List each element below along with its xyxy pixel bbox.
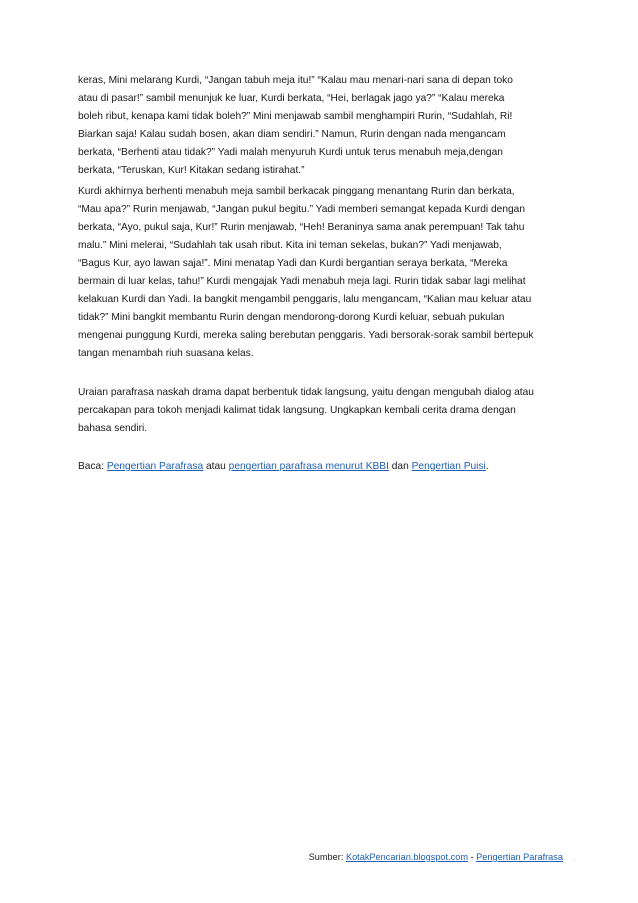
read-also-separator: atau <box>203 460 229 472</box>
text-line: tangan menambah riuh suasana kelas. <box>78 348 254 360</box>
read-also-separator: dan <box>388 460 412 472</box>
text-line: atau di pasar!” sambil menunjuk ke luar, Kurdi berkata, “Hei, berlagak jago ya?” “Kalau mereka <box>78 93 505 105</box>
text-line: Uraian parafrasa naskah drama dapat berbentuk tidak langsung, yaitu dengan mengubah dialog atau <box>78 386 534 398</box>
text-line: keras, Mini melarang Kurdi, “Jangan tabuh meja itu!” “Kalau mau menari-nari sana di depan toko <box>78 75 513 86</box>
text-line: malu.” Mini melerai, “Sudahlah tak usah ribut. Kita ini teman sekelas, bukan?” Yadi menjawab, <box>78 239 502 251</box>
text-line: boleh ribut, kenapa kami tidak boleh?” Mini menjawab sambil menghampiri Rurin, “Sudahlah, Ri! <box>78 111 513 123</box>
text-line: “Bagus Kur, ayo lawan saja!”. Mini menatap Yadi dan Kurdi bergantian seraya berkata, “Mereka <box>78 257 508 269</box>
page-footer-source <box>309 851 563 863</box>
text-line: berkata, “Berhenti atau tidak?” Yadi malah menyuruh Kurdi untuk terus menabuh meja,dengan <box>78 147 503 159</box>
document-body <box>78 72 566 476</box>
text-line: “Mau apa?” Rurin menjawab, “Jangan pukul begitu.” Yadi memberi semangat kepada Kurdi dengan <box>78 203 526 215</box>
paragraph-dialogue-2 <box>78 183 566 364</box>
read-also-line <box>78 458 566 476</box>
text-line: kelakuan Kurdi dan Yadi. Ia bangkit mengambil penggaris, lalu mengancam, “Kalian mau keluar atau <box>78 294 532 306</box>
text-line: percakapan para tokoh menjadi kalimat tidak langsung. Ungkapkan kembali cerita drama dengan <box>78 404 516 416</box>
footer-source-link[interactable]: KotakPencarian.blogspot.com <box>345 852 468 862</box>
text-line: berkata, “Ayo, pukul saja, Kur!” Rurin menjawab, “Heh! Beraninya sama anak perempuan! Tak tahu <box>78 221 525 233</box>
text-line: Kurdi akhirnya berhenti menabuh meja sambil berkacak pinggang menantang Rurin dan berkata, <box>78 185 515 197</box>
text-line: tidak?” Mini bangkit membantu Rurin dengan mendorong-dorong Kurdi keluar, sebuah pukulan <box>78 312 505 324</box>
read-also-suffix: . <box>485 460 489 472</box>
text-line: mengenai punggung Kurdi, mereka saling berebutan penggaris. Yadi bersorak-sorak sambil bertepuk <box>78 330 534 342</box>
read-also-prefix: Baca: <box>78 460 107 472</box>
paragraph-dialogue-1 <box>78 72 566 181</box>
link-parafrasa-kbbi[interactable]: pengertian parafrasa menurut KBBI <box>228 460 389 472</box>
link-pengertian-puisi[interactable]: Pengertian Puisi <box>411 460 486 472</box>
footer-separator: - <box>468 852 477 862</box>
link-pengertian-parafrasa[interactable]: Pengertian Parafrasa <box>106 460 204 472</box>
footer-topic-link[interactable]: Pengertian Parafrasa <box>476 852 563 862</box>
text-line: berkata, “Teruskan, Kur! Kitakan sedang istirahat.” <box>78 165 305 177</box>
text-line: bahasa sendiri. <box>78 422 148 434</box>
footer-prefix: Sumber: <box>308 852 346 862</box>
text-line: bermain di luar kelas, tahu!” Kurdi mengajak Yadi menabuh meja lagi. Rurin tidak sabar lagi melihat <box>78 276 526 288</box>
text-line: Biarkan saja! Kalau sudah bosen, akan diam sendiri.” Namun, Rurin dengan nada mengancam <box>78 129 506 141</box>
paragraph-explanation <box>78 384 566 438</box>
